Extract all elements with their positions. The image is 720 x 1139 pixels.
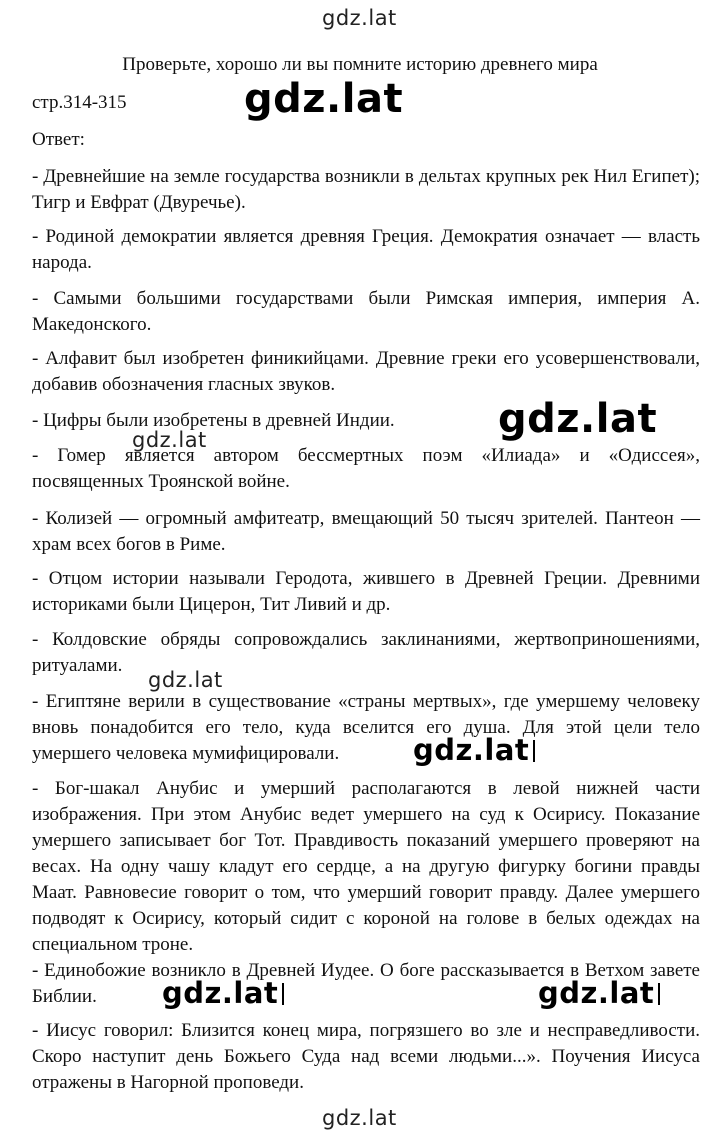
paragraph-5: - Цифры были изобретены в древней Индии. bbox=[32, 410, 395, 431]
watermark-small-1: gdz.lat bbox=[132, 428, 207, 452]
paragraph-4: - Алфавит был изобретен финикийцами. Древние греки его усовершенствовали, добавив обозначения гласных звуков. bbox=[32, 348, 700, 395]
watermark-bottom: gdz.lat bbox=[322, 1106, 397, 1130]
paragraph-9: - Колдовские обряды сопровождались заклинаниями, жертвоприношениями, ритуалами. bbox=[32, 629, 700, 676]
paragraph-2: - Родиной демократии является древняя Греция. Демократия означает — власть народа. bbox=[32, 226, 700, 273]
watermark-medium-3: gdz.lat bbox=[538, 976, 660, 1010]
watermark-top: gdz.lat bbox=[322, 6, 397, 30]
watermark-medium-2: gdz.lat bbox=[162, 976, 284, 1010]
answer-label: Ответ: bbox=[32, 129, 85, 150]
paragraph-11: - Бог-шакал Анубис и умерший располагаются в левой нижней части изображения. При этом Анубис ведет умершего на суд к Осирису. Показание умершего записывает бог Тот. Правдивость показаний умершего проверяют на весах. На одну чашу кладут его сердце, а на другую фигурку богини правды Маат. Равновесие говорит о том, что умерший говорит правду. Далее умершего подводят к Осирису, который сидит с короной на голове в белых одеждах на специальном троне. bbox=[32, 778, 700, 955]
paragraph-8: - Отцом истории называли Геродота, жившего в Древней Греции. Древними историками были Цицерон, Тит Ливий и др. bbox=[32, 568, 700, 615]
watermark-large-1: gdz.lat bbox=[244, 76, 404, 122]
page-title: Проверьте, хорошо ли вы помните историю древнего мира bbox=[122, 54, 598, 75]
watermark-medium-1: gdz.lat bbox=[413, 733, 535, 767]
paragraph-3: - Самыми большими государствами были Римская империя, империя А. Македонского. bbox=[32, 288, 700, 335]
paragraph-7: - Колизей — огромный амфитеатр, вмещающий 50 тысяч зрителей. Пантеон — храм всех богов в Риме. bbox=[32, 508, 700, 555]
paragraph-10: - Египтяне верили в существование «страны мертвых», где умершему человеку вновь понадобится его тело, куда вселится его душа. Для этой цели тело умершего человека мумифицировали. bbox=[32, 691, 700, 764]
paragraph-12: - Единобожие возникло в Древней Иудее. О боге рассказывается в Ветхом завете Библии. bbox=[32, 960, 700, 1007]
page-reference: стр.314-315 bbox=[32, 92, 127, 113]
paragraph-1: - Древнейшие на земле государства возникли в дельтах крупных рек Нил Египет); Тигр и Евфрат (Двуречье). bbox=[32, 166, 700, 213]
paragraph-6: - Гомер является автором бессмертных поэм «Илиада» и «Одиссея», посвященных Троянской войне. bbox=[32, 445, 700, 492]
watermark-large-2: gdz.lat bbox=[498, 396, 658, 442]
paragraph-13: - Иисус говорил: Близится конец мира, погрязшего во зле и несправедливости. Скоро наступит день Божьего Суда над всеми людьми...». Поучения Иисуса отражены в Нагорной проповеди. bbox=[32, 1020, 700, 1093]
watermark-small-2: gdz.lat bbox=[148, 668, 223, 692]
